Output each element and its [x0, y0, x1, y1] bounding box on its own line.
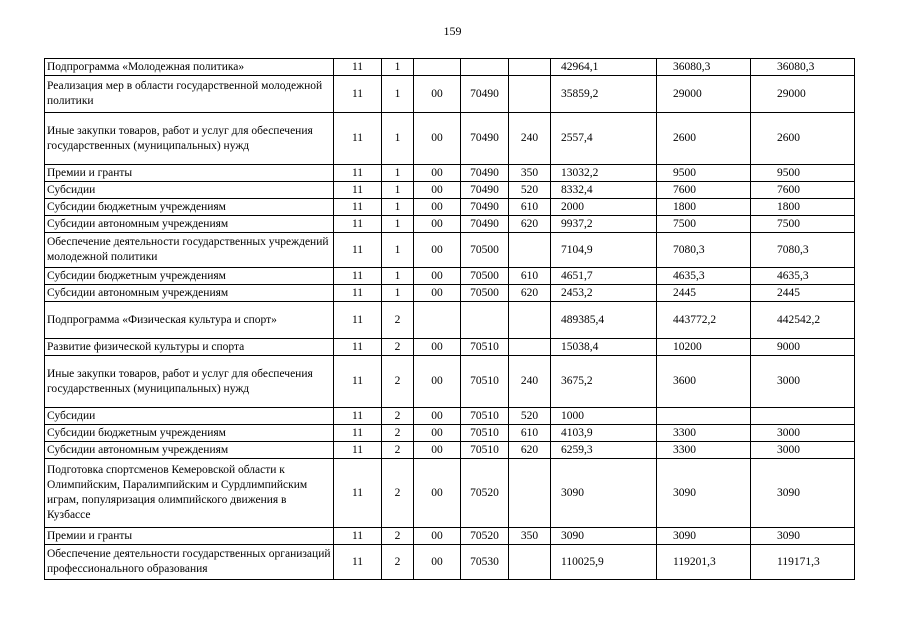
- amount-year-2: [657, 408, 751, 425]
- target-item-code: 70500: [461, 285, 509, 302]
- table-row: [45, 113, 855, 165]
- program-code: 00: [414, 425, 461, 442]
- amount-year-3: 4635,3: [751, 268, 855, 285]
- table-row: [45, 182, 855, 199]
- section-code: 11: [334, 233, 382, 268]
- amount-year-2: 2445: [657, 285, 751, 302]
- section-code: 11: [334, 545, 382, 580]
- target-item-code: [461, 59, 509, 76]
- amount-year-2: 443772,2: [657, 302, 751, 339]
- row-name: Премии и гранты: [45, 165, 334, 182]
- program-code: 00: [414, 268, 461, 285]
- table-row: [45, 59, 855, 76]
- subsection-code: 1: [382, 59, 414, 76]
- program-code: [414, 302, 461, 339]
- row-name: Субсидии: [45, 408, 334, 425]
- amount-year-1: 489385,4: [551, 302, 657, 339]
- table-row: [45, 216, 855, 233]
- amount-year-3: 3090: [751, 459, 855, 528]
- amount-year-1: 42964,1: [551, 59, 657, 76]
- amount-year-3: 2445: [751, 285, 855, 302]
- table-row: [45, 425, 855, 442]
- amount-year-1: 15038,4: [551, 339, 657, 356]
- section-code: 11: [334, 165, 382, 182]
- amount-year-1: 13032,2: [551, 165, 657, 182]
- amount-year-3: 7600: [751, 182, 855, 199]
- amount-year-2: 4635,3: [657, 268, 751, 285]
- section-code: 11: [334, 59, 382, 76]
- section-code: 11: [334, 76, 382, 113]
- amount-year-3: 442542,2: [751, 302, 855, 339]
- amount-year-2: 3300: [657, 442, 751, 459]
- program-code: 00: [414, 459, 461, 528]
- row-name: Субсидии автономным учреждениям: [45, 285, 334, 302]
- program-code: 00: [414, 528, 461, 545]
- amount-year-1: 35859,2: [551, 76, 657, 113]
- amount-year-1: 2557,4: [551, 113, 657, 165]
- expense-type-code: 620: [509, 216, 551, 233]
- program-code: [414, 59, 461, 76]
- row-name: Подготовка спортсменов Кемеровской области к Олимпийским, Паралимпийским и Сурдлимпийским играм, популяризация олимпийского движения в Кузбассе: [45, 459, 334, 528]
- expense-type-code: 520: [509, 408, 551, 425]
- amount-year-1: 110025,9: [551, 545, 657, 580]
- table-row: [45, 528, 855, 545]
- subsection-code: 2: [382, 442, 414, 459]
- table-row: [45, 76, 855, 113]
- subsection-code: 1: [382, 182, 414, 199]
- table-row: [45, 339, 855, 356]
- section-code: 11: [334, 216, 382, 233]
- amount-year-2: 3300: [657, 425, 751, 442]
- table-row: [45, 233, 855, 268]
- section-code: 11: [334, 113, 382, 165]
- row-name: Премии и гранты: [45, 528, 334, 545]
- amount-year-1: 6259,3: [551, 442, 657, 459]
- subsection-code: 2: [382, 528, 414, 545]
- table-row: [45, 459, 855, 528]
- amount-year-2: 3090: [657, 528, 751, 545]
- section-code: 11: [334, 182, 382, 199]
- row-name: Субсидии автономным учреждениям: [45, 216, 334, 233]
- amount-year-3: 3000: [751, 425, 855, 442]
- program-code: 00: [414, 199, 461, 216]
- table-row: [45, 356, 855, 408]
- program-code: 00: [414, 545, 461, 580]
- target-item-code: 70520: [461, 459, 509, 528]
- section-code: 11: [334, 408, 382, 425]
- expense-type-code: 240: [509, 113, 551, 165]
- amount-year-2: 3600: [657, 356, 751, 408]
- subsection-code: 1: [382, 199, 414, 216]
- row-name: Субсидии бюджетным учреждениям: [45, 425, 334, 442]
- target-item-code: 70510: [461, 425, 509, 442]
- subsection-code: 2: [382, 302, 414, 339]
- amount-year-2: 36080,3: [657, 59, 751, 76]
- amount-year-1: 3675,2: [551, 356, 657, 408]
- expense-type-code: [509, 302, 551, 339]
- section-code: 11: [334, 199, 382, 216]
- expense-type-code: 240: [509, 356, 551, 408]
- amount-year-2: 9500: [657, 165, 751, 182]
- amount-year-2: 10200: [657, 339, 751, 356]
- program-code: 00: [414, 285, 461, 302]
- amount-year-2: 7500: [657, 216, 751, 233]
- expense-type-code: [509, 59, 551, 76]
- amount-year-3: 29000: [751, 76, 855, 113]
- expense-type-code: 610: [509, 199, 551, 216]
- row-name: Подпрограмма «Физическая культура и спорт»: [45, 302, 334, 339]
- amount-year-1: 2000: [551, 199, 657, 216]
- amount-year-2: 7600: [657, 182, 751, 199]
- target-item-code: 70490: [461, 76, 509, 113]
- program-code: 00: [414, 182, 461, 199]
- expense-type-code: 350: [509, 528, 551, 545]
- subsection-code: 2: [382, 408, 414, 425]
- section-code: 11: [334, 528, 382, 545]
- program-code: 00: [414, 356, 461, 408]
- program-code: 00: [414, 76, 461, 113]
- table-row: [45, 545, 855, 580]
- table-row: [45, 285, 855, 302]
- target-item-code: 70510: [461, 408, 509, 425]
- section-code: 11: [334, 459, 382, 528]
- row-name: Реализация мер в области государственной молодежной политики: [45, 76, 334, 113]
- expense-type-code: 520: [509, 182, 551, 199]
- table-row: [45, 268, 855, 285]
- amount-year-1: 1000: [551, 408, 657, 425]
- amount-year-3: 1800: [751, 199, 855, 216]
- amount-year-2: 2600: [657, 113, 751, 165]
- target-item-code: [461, 302, 509, 339]
- row-name: Обеспечение деятельности государственных организаций профессионального образования: [45, 545, 334, 580]
- table-row: [45, 408, 855, 425]
- expense-type-code: [509, 76, 551, 113]
- program-code: 00: [414, 233, 461, 268]
- subsection-code: 1: [382, 165, 414, 182]
- section-code: 11: [334, 356, 382, 408]
- row-name: Развитие физической культуры и спорта: [45, 339, 334, 356]
- expense-type-code: 350: [509, 165, 551, 182]
- expense-type-code: [509, 545, 551, 580]
- expense-type-code: 610: [509, 268, 551, 285]
- program-code: 00: [414, 165, 461, 182]
- program-code: 00: [414, 113, 461, 165]
- amount-year-3: 9500: [751, 165, 855, 182]
- program-code: 00: [414, 339, 461, 356]
- table-row: [45, 199, 855, 216]
- expense-type-code: [509, 459, 551, 528]
- amount-year-1: 3090: [551, 528, 657, 545]
- amount-year-2: 29000: [657, 76, 751, 113]
- amount-year-3: 3090: [751, 528, 855, 545]
- budget-table: [44, 58, 855, 580]
- amount-year-1: 8332,4: [551, 182, 657, 199]
- expense-type-code: [509, 233, 551, 268]
- subsection-code: 2: [382, 425, 414, 442]
- amount-year-3: 119171,3: [751, 545, 855, 580]
- expense-type-code: [509, 339, 551, 356]
- amount-year-1: 4651,7: [551, 268, 657, 285]
- section-code: 11: [334, 339, 382, 356]
- amount-year-1: 3090: [551, 459, 657, 528]
- target-item-code: 70530: [461, 545, 509, 580]
- subsection-code: 2: [382, 459, 414, 528]
- amount-year-3: 2600: [751, 113, 855, 165]
- subsection-code: 1: [382, 113, 414, 165]
- section-code: 11: [334, 302, 382, 339]
- target-item-code: 70510: [461, 356, 509, 408]
- target-item-code: 70500: [461, 233, 509, 268]
- program-code: 00: [414, 442, 461, 459]
- amount-year-3: 3000: [751, 356, 855, 408]
- target-item-code: 70500: [461, 268, 509, 285]
- amount-year-2: 7080,3: [657, 233, 751, 268]
- amount-year-3: 7080,3: [751, 233, 855, 268]
- amount-year-2: 3090: [657, 459, 751, 528]
- subsection-code: 1: [382, 76, 414, 113]
- program-code: 00: [414, 216, 461, 233]
- row-name: Иные закупки товаров, работ и услуг для обеспечения государственных (муниципальных) нужд: [45, 113, 334, 165]
- amount-year-3: 3000: [751, 442, 855, 459]
- subsection-code: 2: [382, 545, 414, 580]
- page-number: 159: [443, 24, 462, 38]
- table-row: [45, 302, 855, 339]
- table-row: [45, 442, 855, 459]
- target-item-code: 70490: [461, 199, 509, 216]
- section-code: 11: [334, 425, 382, 442]
- subsection-code: 2: [382, 339, 414, 356]
- subsection-code: 1: [382, 233, 414, 268]
- amount-year-3: 9000: [751, 339, 855, 356]
- row-name: Подпрограмма «Молодежная политика»: [45, 59, 334, 76]
- subsection-code: 2: [382, 356, 414, 408]
- row-name: Иные закупки товаров, работ и услуг для обеспечения государственных (муниципальных) нужд: [45, 356, 334, 408]
- section-code: 11: [334, 268, 382, 285]
- row-name: Обеспечение деятельности государственных учреждений молодежной политики: [45, 233, 334, 268]
- subsection-code: 1: [382, 285, 414, 302]
- section-code: 11: [334, 442, 382, 459]
- amount-year-1: 9937,2: [551, 216, 657, 233]
- target-item-code: 70520: [461, 528, 509, 545]
- section-code: 11: [334, 285, 382, 302]
- amount-year-2: 119201,3: [657, 545, 751, 580]
- amount-year-1: 4103,9: [551, 425, 657, 442]
- amount-year-3: 7500: [751, 216, 855, 233]
- subsection-code: 1: [382, 268, 414, 285]
- amount-year-2: 1800: [657, 199, 751, 216]
- row-name: Субсидии: [45, 182, 334, 199]
- target-item-code: 70490: [461, 216, 509, 233]
- amount-year-1: 2453,2: [551, 285, 657, 302]
- row-name: Субсидии автономным учреждениям: [45, 442, 334, 459]
- program-code: 00: [414, 408, 461, 425]
- row-name: Субсидии бюджетным учреждениям: [45, 199, 334, 216]
- expense-type-code: 620: [509, 285, 551, 302]
- subsection-code: 1: [382, 216, 414, 233]
- target-item-code: 70490: [461, 182, 509, 199]
- expense-type-code: 610: [509, 425, 551, 442]
- target-item-code: 70490: [461, 113, 509, 165]
- amount-year-3: [751, 408, 855, 425]
- expense-type-code: 620: [509, 442, 551, 459]
- row-name: Субсидии бюджетным учреждениям: [45, 268, 334, 285]
- target-item-code: 70510: [461, 339, 509, 356]
- amount-year-1: 7104,9: [551, 233, 657, 268]
- table-row: [45, 165, 855, 182]
- target-item-code: 70510: [461, 442, 509, 459]
- amount-year-3: 36080,3: [751, 59, 855, 76]
- target-item-code: 70490: [461, 165, 509, 182]
